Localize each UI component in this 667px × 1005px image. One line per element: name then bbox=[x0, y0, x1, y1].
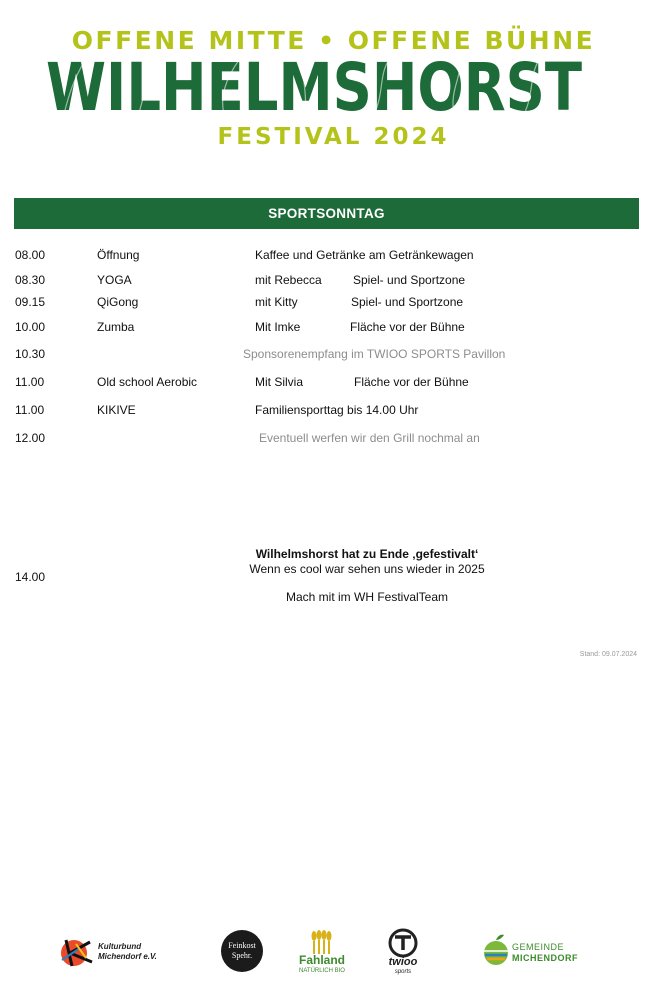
schedule-row bbox=[0, 401, 667, 419]
twioo-emblem-icon bbox=[381, 928, 425, 958]
festival-team-line: Mach mit im WH FestivalTeam bbox=[285, 590, 449, 604]
closing-headline: Wilhelmshorst hat zu Ende ‚gefestivalt‘ bbox=[255, 547, 479, 561]
schedule-row bbox=[0, 271, 667, 289]
feinkost-spehr-logo bbox=[221, 930, 263, 972]
stand-date: Stand: 09.07.2024 bbox=[579, 651, 637, 658]
wheat-icon bbox=[294, 930, 350, 954]
section-banner: SPORTSONNTAG bbox=[14, 198, 639, 229]
row-activity: Öffnung bbox=[97, 248, 140, 262]
festival-brand-logo bbox=[44, 49, 584, 126]
row-note: Sponsorenempfang im TWIOO SPORTS Pavillon bbox=[243, 347, 506, 361]
schedule-row bbox=[0, 345, 667, 363]
spehr-label: Spehr. bbox=[231, 951, 253, 960]
fahland-name: Fahland bbox=[298, 953, 345, 967]
twioo-sub: sports bbox=[394, 969, 412, 975]
kulturbund-place: Michendorf e.V. bbox=[98, 952, 157, 961]
kulturbund-name: Kulturbund bbox=[98, 942, 142, 951]
schedule-row bbox=[0, 293, 667, 311]
michendorf-label: MICHENDORF bbox=[512, 953, 578, 963]
festival-year-title: FESTIVAL 2024 bbox=[217, 124, 450, 150]
kulturbund-logo bbox=[58, 936, 168, 970]
row-activity: Old school Aerobic bbox=[97, 375, 198, 389]
twioo-name: twioo bbox=[388, 956, 418, 968]
row-host: Kaffee und Getränke am Getränkewagen bbox=[255, 248, 474, 262]
row-time: 11.00 bbox=[15, 375, 45, 389]
fahland-logo bbox=[294, 930, 350, 976]
festival-tagline: OFFENE MITTE • OFFENE BÜHNE bbox=[71, 26, 596, 55]
schedule-row bbox=[0, 246, 667, 264]
row-time: 08.30 bbox=[15, 273, 46, 287]
row-activity: KIKIVE bbox=[97, 403, 136, 417]
row-time: 12.00 bbox=[15, 431, 46, 445]
row-time: 11.00 bbox=[15, 403, 45, 417]
row-activity: YOGA bbox=[97, 273, 132, 287]
row-time: 10.30 bbox=[15, 347, 46, 361]
closing-time: 14.00 bbox=[15, 570, 46, 584]
row-place: Spiel- und Sportzone bbox=[353, 273, 466, 287]
row-host: Familiensporttag bis 14.00 Uhr bbox=[255, 403, 419, 417]
row-place: Fläche vor der Bühne bbox=[350, 320, 465, 334]
kulturbund-emblem-icon bbox=[58, 936, 98, 970]
row-host: mit Rebecca bbox=[255, 273, 322, 287]
sponsor-footer bbox=[0, 920, 667, 990]
schedule-row bbox=[0, 373, 667, 391]
closing-line: Wenn es cool war sehen uns wieder in 2025 bbox=[249, 562, 485, 576]
row-host: Mit Silvia bbox=[255, 375, 304, 389]
row-note: Eventuell werfen wir den Grill nochmal an bbox=[259, 431, 480, 445]
row-time: 09.15 bbox=[15, 295, 46, 309]
fahland-tagline: NATÜRLICH BIO bbox=[299, 968, 345, 974]
row-time: 10.00 bbox=[15, 320, 46, 334]
schedule-row bbox=[0, 318, 667, 336]
schedule-row bbox=[0, 429, 667, 447]
apple-emblem-icon bbox=[482, 934, 510, 966]
twioo-sports-logo bbox=[381, 928, 425, 976]
row-activity: QiGong bbox=[97, 295, 139, 309]
row-time: 08.00 bbox=[15, 248, 46, 262]
row-place: Fläche vor der Bühne bbox=[354, 375, 469, 389]
feinkost-label: Feinkost bbox=[228, 941, 256, 950]
row-activity: Zumba bbox=[97, 320, 135, 334]
row-host: mit Kitty bbox=[255, 295, 298, 309]
row-host: Mit Imke bbox=[255, 320, 301, 334]
gemeinde-label: GEMEINDE bbox=[512, 942, 565, 952]
row-place: Spiel- und Sportzone bbox=[351, 295, 464, 309]
gemeinde-michendorf-logo bbox=[482, 934, 592, 970]
brand-wordmark: WILHELMSHORST bbox=[46, 49, 582, 126]
